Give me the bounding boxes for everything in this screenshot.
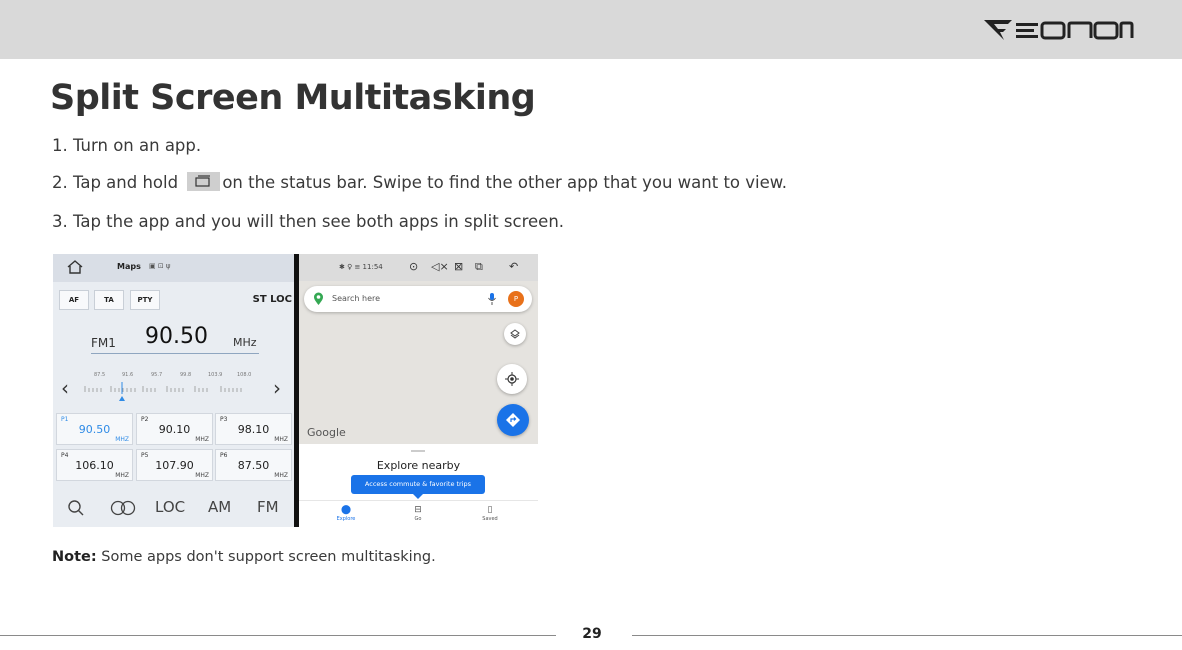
scale-label: 108.0 bbox=[237, 372, 252, 378]
preset-number: P2 bbox=[141, 416, 149, 423]
scale-label: 87.5 bbox=[94, 372, 106, 378]
nav-go[interactable] bbox=[393, 504, 443, 522]
preset-frequency: 90.50 bbox=[78, 423, 111, 436]
pty-button[interactable]: PTY bbox=[130, 290, 160, 310]
preset-number: P5 bbox=[141, 452, 149, 459]
tuning-marker bbox=[119, 396, 125, 401]
radio-bottom-bar bbox=[53, 490, 294, 527]
preset-button[interactable] bbox=[56, 449, 133, 481]
page-number: 29 bbox=[582, 626, 602, 642]
eonon-logo bbox=[982, 16, 1134, 44]
radio-status-bar bbox=[53, 254, 294, 282]
commute-tooltip: Access commute & favorite trips bbox=[351, 475, 485, 494]
stereo-icon[interactable] bbox=[109, 500, 137, 516]
loc-button[interactable]: LOC bbox=[155, 498, 186, 516]
status-app-name: Maps bbox=[117, 262, 141, 271]
af-button[interactable]: AF bbox=[59, 290, 89, 310]
preset-frequency: 90.10 bbox=[158, 423, 191, 436]
preset-unit: MHZ bbox=[115, 472, 129, 479]
home-icon[interactable] bbox=[67, 260, 83, 274]
preset-unit: MHZ bbox=[274, 472, 288, 479]
microphone-icon[interactable] bbox=[488, 293, 496, 305]
preset-number: P3 bbox=[220, 416, 228, 423]
maps-status-bar bbox=[299, 254, 538, 281]
location-icon bbox=[505, 372, 519, 386]
note bbox=[52, 549, 436, 565]
st-loc-indicator: ST LOC bbox=[252, 294, 292, 305]
sheet-handle[interactable] bbox=[411, 450, 425, 452]
commute-icon: ⊟ bbox=[414, 505, 422, 515]
preset-frequency: 106.10 bbox=[75, 459, 114, 472]
maps-pin-icon bbox=[313, 292, 324, 306]
scale-label: 103.9 bbox=[208, 372, 223, 378]
preset-frequency: 107.90 bbox=[155, 459, 194, 472]
recent-apps-icon[interactable]: ⧉ bbox=[475, 260, 483, 273]
maps-app-pane bbox=[299, 254, 538, 527]
search-placeholder: Search here bbox=[332, 294, 381, 303]
scale-label: 91.6 bbox=[122, 372, 134, 378]
step-1: 1. Turn on an app. bbox=[52, 136, 202, 155]
camera-icon[interactable]: ⊙ bbox=[409, 260, 419, 273]
preset-unit: MHZ bbox=[195, 472, 209, 479]
footer-rule-left bbox=[0, 635, 556, 636]
preset-frequency: 87.50 bbox=[237, 459, 270, 472]
preset-number: P1 bbox=[61, 416, 69, 423]
frequency-underline bbox=[91, 353, 259, 354]
mute-icon[interactable]: ◁× bbox=[431, 260, 449, 273]
layers-icon bbox=[510, 329, 520, 339]
note-label: Note: bbox=[52, 549, 97, 565]
maps-search-bar[interactable] bbox=[304, 286, 532, 312]
header-band bbox=[0, 0, 1182, 59]
bookmark-icon: ▯ bbox=[487, 505, 493, 515]
step-2 bbox=[52, 172, 787, 192]
preset-number: P4 bbox=[61, 452, 69, 459]
google-logo: Google bbox=[307, 426, 346, 439]
directions-icon bbox=[506, 413, 520, 427]
explore-nearby-label: Explore nearby bbox=[376, 459, 461, 472]
my-location-button[interactable] bbox=[497, 364, 527, 394]
step-2-text-before: 2. Tap and hold bbox=[52, 173, 179, 192]
layers-button[interactable] bbox=[504, 323, 526, 345]
search-icon[interactable] bbox=[67, 499, 85, 517]
status-icons: ▣ ⊡ ψ bbox=[149, 262, 171, 270]
explore-pin-icon: ⬤ bbox=[340, 505, 352, 515]
band-label: FM1 bbox=[91, 336, 116, 350]
ta-button[interactable]: TA bbox=[94, 290, 124, 310]
split-screen-screenshot bbox=[53, 254, 538, 527]
recent-apps-icon bbox=[187, 172, 220, 191]
preset-button[interactable] bbox=[215, 413, 292, 445]
preset-button[interactable] bbox=[56, 413, 133, 445]
preset-button[interactable] bbox=[136, 449, 213, 481]
tuning-scale[interactable] bbox=[81, 382, 261, 394]
step-3: 3. Tap the app and you will then see both apps in split screen. bbox=[52, 212, 565, 231]
directions-button[interactable] bbox=[497, 404, 529, 436]
page-title: Split Screen Multitasking bbox=[50, 78, 536, 118]
maps-bottom-nav bbox=[299, 500, 538, 527]
status-time: 11:54 bbox=[362, 263, 383, 271]
status-icons: ✱ ♀ ≡ 11:54 bbox=[339, 263, 383, 271]
frequency-unit: MHz bbox=[233, 336, 257, 349]
nav-label: Saved bbox=[482, 516, 498, 522]
nav-explore[interactable] bbox=[321, 504, 371, 522]
am-button[interactable]: AM bbox=[208, 498, 232, 516]
preset-button[interactable] bbox=[215, 449, 292, 481]
nav-label: Explore bbox=[336, 516, 356, 522]
explore-sheet[interactable] bbox=[299, 444, 538, 527]
preset-number: P6 bbox=[220, 452, 228, 459]
seek-right-icon[interactable]: › bbox=[273, 376, 281, 400]
avatar[interactable]: P bbox=[508, 291, 524, 307]
preset-unit: MHZ bbox=[274, 436, 288, 443]
preset-unit: MHZ bbox=[115, 436, 129, 443]
step-2-text-after: on the status bar. Swipe to find the other app that you want to view. bbox=[222, 173, 787, 192]
preset-unit: MHZ bbox=[195, 436, 209, 443]
footer-rule-right bbox=[632, 635, 1182, 636]
preset-button[interactable] bbox=[136, 413, 213, 445]
radio-app-pane bbox=[53, 254, 294, 527]
close-window-icon[interactable]: ⊠ bbox=[454, 260, 464, 273]
back-icon[interactable]: ↶ bbox=[509, 260, 519, 273]
nav-saved[interactable] bbox=[465, 504, 515, 522]
scale-label: 99.8 bbox=[180, 372, 192, 378]
nav-label: Go bbox=[414, 516, 422, 522]
frequency-display: 90.50 bbox=[145, 324, 208, 349]
preset-frequency: 98.10 bbox=[237, 423, 270, 436]
seek-left-icon[interactable]: ‹ bbox=[61, 376, 69, 400]
fm-button[interactable]: FM bbox=[257, 498, 279, 516]
scale-label: 95.7 bbox=[151, 372, 163, 378]
note-text: Some apps don't support screen multitasking. bbox=[96, 549, 436, 565]
